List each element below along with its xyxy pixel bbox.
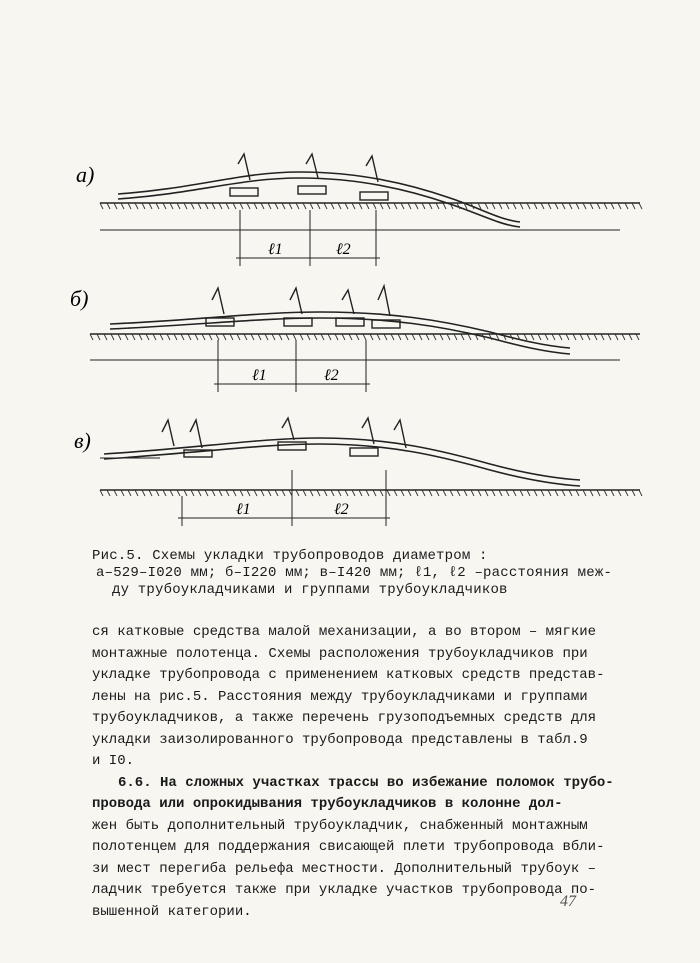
- hatch-mark: [114, 490, 117, 496]
- pipelayer-2: [298, 154, 326, 194]
- hatch-mark: [611, 203, 614, 209]
- hatch-mark: [576, 203, 579, 209]
- hatch-mark: [282, 490, 285, 496]
- hatch-mark: [223, 334, 226, 340]
- hatch-mark: [149, 490, 152, 496]
- hatch-mark: [156, 203, 159, 209]
- hatch-mark: [587, 334, 590, 340]
- hatch-mark: [373, 203, 376, 209]
- hatch-mark: [394, 203, 397, 209]
- hatch-mark: [566, 334, 569, 340]
- hatch-mark: [139, 334, 142, 340]
- hatch-mark: [300, 334, 303, 340]
- hatch-mark: [387, 490, 390, 496]
- hatch-mark: [433, 334, 436, 340]
- hatch-mark: [191, 203, 194, 209]
- pipelayer-3: [336, 290, 364, 326]
- hatch-mark: [366, 490, 369, 496]
- hatch-mark: [296, 203, 299, 209]
- hatch-mark: [594, 334, 597, 340]
- pipelayer-1: [162, 420, 174, 446]
- hatch-mark: [212, 203, 215, 209]
- hatch-mark: [331, 203, 334, 209]
- hatch-mark: [324, 203, 327, 209]
- hatch-mark: [408, 203, 411, 209]
- hatch-mark: [625, 203, 628, 209]
- pipeline-upper: [118, 172, 520, 222]
- body-line: укладки заизолированного трубопровода представлены в табл.9: [92, 731, 588, 748]
- hatch-mark: [324, 490, 327, 496]
- hatch-mark: [195, 334, 198, 340]
- hatch-mark: [611, 490, 614, 496]
- hatch-mark: [394, 490, 397, 496]
- hatch-mark: [573, 334, 576, 340]
- hatch-mark: [191, 490, 194, 496]
- hatch-mark: [569, 203, 572, 209]
- hatch-mark: [216, 334, 219, 340]
- body-line: лены на рис.5. Расстояния между трубоукладчиками и группами: [92, 688, 588, 705]
- hatch-mark: [359, 203, 362, 209]
- dimension-l2: ℓ2: [336, 241, 351, 258]
- hatch-mark: [219, 490, 222, 496]
- hatch-mark: [118, 334, 121, 340]
- hatch-mark: [422, 490, 425, 496]
- hatch-mark: [181, 334, 184, 340]
- hatch-mark: [604, 203, 607, 209]
- hatch-mark: [422, 203, 425, 209]
- figure-b: [0, 280, 700, 405]
- hatch-mark: [562, 490, 565, 496]
- figure-a-label: а): [76, 162, 95, 187]
- hatch-mark: [331, 490, 334, 496]
- hatch-mark: [380, 203, 383, 209]
- body-line: монтажные полотенца. Схемы расположения трубоукладчиков при: [92, 645, 588, 662]
- hatch-mark: [387, 203, 390, 209]
- body-line: ладчик требуется также при укладке участков трубопровода по-: [92, 882, 597, 898]
- hatch-mark: [317, 203, 320, 209]
- hatch-mark: [205, 490, 208, 496]
- pipelayer-1: [206, 288, 234, 326]
- hatch-mark: [352, 203, 355, 209]
- hatch-mark: [100, 203, 103, 209]
- hatch-mark: [303, 490, 306, 496]
- hatch-mark: [328, 334, 331, 340]
- hatch-mark: [440, 334, 443, 340]
- hatch-mark: [170, 203, 173, 209]
- hatch-mark: [244, 334, 247, 340]
- hatch-mark: [135, 490, 138, 496]
- hatch-mark: [156, 490, 159, 496]
- hatch-mark: [198, 490, 201, 496]
- hatch-mark: [443, 490, 446, 496]
- pipeline-lower: [110, 318, 570, 354]
- hatch-mark: [230, 334, 233, 340]
- hatch-mark: [366, 203, 369, 209]
- hatch-mark: [471, 490, 474, 496]
- hatch-mark: [293, 334, 296, 340]
- hatch-mark: [289, 203, 292, 209]
- hatch-mark: [485, 203, 488, 209]
- hatch-mark: [632, 490, 635, 496]
- dimension-l1: ℓ1: [268, 241, 283, 258]
- hatch-mark: [212, 490, 215, 496]
- hatch-mark: [359, 490, 362, 496]
- hatch-mark: [352, 490, 355, 496]
- hatch-mark: [90, 334, 93, 340]
- hatch-mark: [265, 334, 268, 340]
- caption-line-1: Рис.5. Схемы укладки трубопроводов диаметром :: [92, 548, 488, 564]
- hatch-mark: [436, 203, 439, 209]
- hatch-mark: [538, 334, 541, 340]
- hatch-mark: [597, 490, 600, 496]
- hatch-mark: [590, 490, 593, 496]
- hatch-mark: [121, 490, 124, 496]
- hatch-mark: [503, 334, 506, 340]
- hatch-mark: [377, 334, 380, 340]
- hatch-mark: [520, 490, 523, 496]
- hatch-mark: [279, 334, 282, 340]
- figure-c-drawing: [0, 410, 700, 535]
- hatch-mark: [247, 490, 250, 496]
- hatch-mark: [615, 334, 618, 340]
- hatch-mark: [373, 490, 376, 496]
- hatch-mark: [534, 203, 537, 209]
- hatch-mark: [149, 203, 152, 209]
- hatch-mark: [555, 490, 558, 496]
- dimension-l1: ℓ1: [252, 367, 267, 384]
- body-text: [92, 622, 612, 923]
- hatch-mark: [618, 203, 621, 209]
- hatch-mark: [177, 490, 180, 496]
- hatch-mark: [142, 490, 145, 496]
- figure-caption: [92, 548, 632, 599]
- hatch-mark: [429, 203, 432, 209]
- body-line: ся катковые средства малой механизации, а во втором – мягкие: [92, 624, 597, 640]
- hatch-mark: [401, 490, 404, 496]
- hatch-mark: [111, 334, 114, 340]
- hatch-mark: [499, 490, 502, 496]
- hatch-mark: [443, 203, 446, 209]
- hatch-mark: [604, 490, 607, 496]
- caption-line-2: а–529–I020 мм; б–I220 мм; в–I420 мм; ℓ1, ℓ2 –расстояния меж-: [96, 565, 613, 581]
- hatch-mark: [426, 334, 429, 340]
- figure-c: [0, 410, 700, 535]
- hatch-mark: [534, 490, 537, 496]
- hatch-mark: [184, 203, 187, 209]
- hatch-mark: [219, 203, 222, 209]
- hatch-mark: [583, 490, 586, 496]
- hatch-mark: [254, 203, 257, 209]
- hatch-mark: [405, 334, 408, 340]
- hatch-mark: [317, 490, 320, 496]
- pipeline-lower: [104, 444, 580, 486]
- hatch-mark: [163, 490, 166, 496]
- hatch-mark: [209, 334, 212, 340]
- hatch-mark: [513, 490, 516, 496]
- body-line: трубоукладчиков, а также перечень грузоподъемных средств для: [92, 710, 597, 726]
- dimension-l2: ℓ2: [334, 501, 349, 518]
- hatch-mark: [233, 490, 236, 496]
- hatch-mark: [548, 490, 551, 496]
- hatch-mark: [545, 334, 548, 340]
- hatch-mark: [520, 203, 523, 209]
- hatch-mark: [121, 203, 124, 209]
- hatch-mark: [310, 490, 313, 496]
- hatch-mark: [499, 203, 502, 209]
- hatch-mark: [436, 490, 439, 496]
- dimension-l2: ℓ2: [324, 367, 339, 384]
- hatch-mark: [506, 203, 509, 209]
- hatch-mark: [618, 490, 621, 496]
- hatch-mark: [370, 334, 373, 340]
- hatch-mark: [527, 490, 530, 496]
- hatch-mark: [135, 203, 138, 209]
- hatch-mark: [153, 334, 156, 340]
- hatch-mark: [576, 490, 579, 496]
- hatch-mark: [307, 334, 310, 340]
- dimension-l1: ℓ1: [236, 501, 251, 518]
- hatch-mark: [177, 203, 180, 209]
- hatch-mark: [450, 490, 453, 496]
- hatch-mark: [247, 203, 250, 209]
- hatch-mark: [478, 490, 481, 496]
- figure-a: [0, 150, 700, 275]
- hatch-mark: [226, 490, 229, 496]
- hatch-mark: [132, 334, 135, 340]
- hatch-mark: [345, 203, 348, 209]
- hatch-mark: [429, 490, 432, 496]
- hatch-mark: [363, 334, 366, 340]
- hatch-mark: [198, 203, 201, 209]
- hatch-mark: [583, 203, 586, 209]
- hatch-mark: [261, 490, 264, 496]
- hatch-mark: [415, 203, 418, 209]
- hatch-mark: [415, 490, 418, 496]
- caption-line-3: ду трубоукладчиками и группами трубоукладчиков: [112, 582, 508, 598]
- hatch-mark: [142, 203, 145, 209]
- hatch-mark: [188, 334, 191, 340]
- hatch-mark: [531, 334, 534, 340]
- hatch-mark: [492, 203, 495, 209]
- hatch-mark: [146, 334, 149, 340]
- hatch-mark: [468, 334, 471, 340]
- body-line: зи мест перегиба рельефа местности. Дополнительный трубоук –: [92, 860, 597, 877]
- hatch-mark: [167, 334, 170, 340]
- hatch-mark: [639, 490, 642, 496]
- figure-c-label: в): [74, 428, 91, 453]
- hatch-mark: [226, 203, 229, 209]
- hatch-mark: [275, 203, 278, 209]
- hatch-mark: [562, 203, 565, 209]
- hatch-mark: [492, 490, 495, 496]
- hatch-mark: [398, 334, 401, 340]
- hatch-mark: [489, 334, 492, 340]
- section-heading-line-2: провода или опрокидывания трубоукладчиков в колонне дол-: [92, 796, 563, 812]
- hatch-mark: [639, 203, 642, 209]
- hatch-mark: [485, 490, 488, 496]
- hatch-mark: [454, 334, 457, 340]
- hatch-mark: [338, 203, 341, 209]
- hatch-mark: [461, 334, 464, 340]
- hatch-mark: [412, 334, 415, 340]
- hatch-mark: [622, 334, 625, 340]
- figure-b-label: б): [70, 286, 89, 311]
- hatch-mark: [569, 490, 572, 496]
- hatch-mark: [303, 203, 306, 209]
- hatch-mark: [632, 203, 635, 209]
- hatch-mark: [345, 490, 348, 496]
- hatch-mark: [268, 490, 271, 496]
- hatch-mark: [524, 334, 527, 340]
- hatch-mark: [251, 334, 254, 340]
- hatch-mark: [401, 203, 404, 209]
- body-line: и I0.: [92, 753, 135, 769]
- hatch-mark: [555, 203, 558, 209]
- hatch-mark: [202, 334, 205, 340]
- hatch-mark: [184, 490, 187, 496]
- hatch-mark: [160, 334, 163, 340]
- hatch-mark: [513, 203, 516, 209]
- hatch-mark: [349, 334, 352, 340]
- hatch-mark: [608, 334, 611, 340]
- hatch-mark: [391, 334, 394, 340]
- hatch-mark: [636, 334, 639, 340]
- hatch-mark: [541, 203, 544, 209]
- hatch-mark: [254, 490, 257, 496]
- hatch-mark: [107, 490, 110, 496]
- hatch-mark: [590, 203, 593, 209]
- hatch-mark: [601, 334, 604, 340]
- hatch-mark: [125, 334, 128, 340]
- hatch-mark: [447, 334, 450, 340]
- hatch-mark: [170, 490, 173, 496]
- hatch-mark: [310, 203, 313, 209]
- body-line: жен быть дополнительный трубоукладчик, снабженный монтажным: [92, 817, 588, 834]
- hatch-mark: [286, 334, 289, 340]
- body-line: вышенной категории.: [92, 903, 252, 920]
- hatch-mark: [205, 203, 208, 209]
- hatch-mark: [296, 490, 299, 496]
- hatch-mark: [237, 334, 240, 340]
- hatch-mark: [527, 203, 530, 209]
- hatch-mark: [335, 334, 338, 340]
- hatch-mark: [275, 490, 278, 496]
- hatch-mark: [380, 490, 383, 496]
- hatch-mark: [625, 490, 628, 496]
- body-line: укладке трубопровода с применением катковых средств представ-: [92, 667, 605, 683]
- hatch-mark: [384, 334, 387, 340]
- hatch-mark: [104, 334, 107, 340]
- hatch-mark: [100, 490, 103, 496]
- hatch-mark: [597, 203, 600, 209]
- hatch-mark: [233, 203, 236, 209]
- figure-b-drawing: [0, 280, 700, 405]
- hatch-mark: [258, 334, 261, 340]
- hatch-mark: [580, 334, 583, 340]
- hatch-mark: [541, 490, 544, 496]
- section-heading-line-1: 6.6. На сложных участках трассы во избежание поломок трубо-: [118, 774, 614, 791]
- pipelayer-4: [350, 418, 378, 456]
- hatch-mark: [464, 490, 467, 496]
- hatch-mark: [321, 334, 324, 340]
- hatch-mark: [174, 334, 177, 340]
- figure-a-drawing: [0, 150, 700, 275]
- hatch-mark: [240, 490, 243, 496]
- hatch-mark: [629, 334, 632, 340]
- hatch-mark: [107, 203, 110, 209]
- hatch-mark: [114, 203, 117, 209]
- hatch-mark: [356, 334, 359, 340]
- pipelayer-2: [284, 288, 312, 326]
- hatch-mark: [128, 203, 131, 209]
- hatch-mark: [261, 203, 264, 209]
- hatch-mark: [97, 334, 100, 340]
- hatch-mark: [457, 490, 460, 496]
- hatch-mark: [338, 490, 341, 496]
- hatch-mark: [268, 203, 271, 209]
- hatch-mark: [559, 334, 562, 340]
- hatch-mark: [282, 203, 285, 209]
- hatch-mark: [419, 334, 422, 340]
- hatch-mark: [342, 334, 345, 340]
- page-number: 47: [560, 893, 576, 910]
- hatch-mark: [128, 490, 131, 496]
- hatch-mark: [240, 203, 243, 209]
- hatch-mark: [408, 490, 411, 496]
- hatch-mark: [314, 334, 317, 340]
- hatch-mark: [163, 203, 166, 209]
- hatch-mark: [272, 334, 275, 340]
- hatch-mark: [548, 203, 551, 209]
- hatch-mark: [552, 334, 555, 340]
- body-line: полотенцем для поддержания свисающей плети трубопровода вбли-: [92, 839, 605, 855]
- hatch-mark: [506, 490, 509, 496]
